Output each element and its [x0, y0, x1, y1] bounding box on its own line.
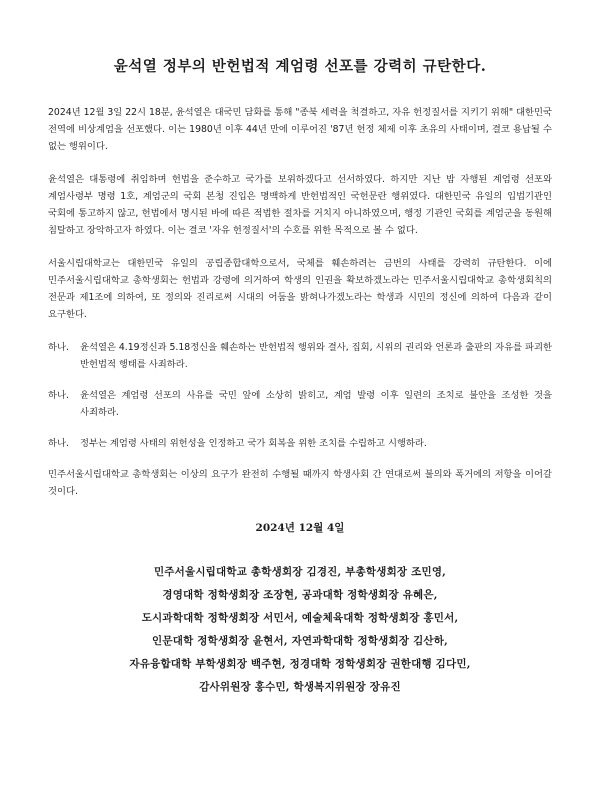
demand-item [48, 387, 552, 421]
closing-paragraph: 민주서울시립대학교 총학생회는 이상의 요구가 완전히 수행될 때까지 학생사회 간 연대로써 불의와 폭거에의 저항을 이어갈 것이다. [48, 469, 552, 497]
paragraph-incident: 2024년 12월 3일 22시 18분, 윤석열은 대국민 담화를 통해 "종북 세력을 척결하고, 자유 헌정질서를 지키기 위해" 대한민국 전역에 비상계엄을 선포했다. 이는 1980년 이후 44년 만에 이루어진 '87년 헌정 체제 이후 초유의 사태이며, 결코 용납될 수 없는 행위이다. [48, 107, 553, 152]
statement-title: 윤석열 정부의 반헌법적 계엄령 선포를 강력히 규탄한다. [113, 58, 487, 75]
signer-line: 인문대학 정학생회장 윤현서, 자연과학대학 정학생회장 김산하, [152, 635, 448, 647]
signer-line: 감사위원장 홍수민, 학생복지위원장 장유진 [199, 681, 401, 693]
signatories [48, 561, 552, 699]
signer-line: 경영대학 정학생회장 조장현, 공과대학 정학생회장 유혜은, [162, 589, 438, 601]
signer-line: 자유융합대학 부학생회장 백주현, 정경대학 정학생회장 권한대행 김다민, [129, 658, 471, 670]
demand-item [48, 339, 552, 373]
demand-lead: 하나. [48, 342, 69, 353]
paragraph-violation: 윤석열은 대통령에 취임하며 헌법을 준수하고 국가를 보위하겠다고 선서하였다. 하지만 지난 밤 자행된 계엄령 선포와 계엄사령부 명령 1호, 계엄군의 국회 본청 진입은 명백하게 반헌법적인 국헌문란 행위였다. 대한민국 유일의 입법기관인 국회에 통고하지 않고, 헌법에서 명시된 바에 따른 적법한 절차를 거치지 아니하였으며, 행정 기관인 국회를 계엄군을 동원해 침탈하고 장악하고자 하였다. 이는 결코 '자유 헌정질서'의 수호를 위한 목적으로 볼 수 없다. [48, 174, 552, 236]
demand-lead: 하나. [48, 438, 69, 449]
signer-line: 도시과학대학 정학생회장 서민서, 예술체육대학 정학생회장 홍민서, [141, 612, 459, 624]
signer-line: 민주서울시립대학교 총학생회장 김경진, 부총학생회장 조민영, [153, 566, 447, 578]
demand-lead: 하나. [48, 390, 69, 401]
demand-item [48, 435, 552, 452]
paragraph-demand-intro: 서울시립대학교는 대한민국 유일의 공립종합대학으로서, 국체를 훼손하려는 금번의 사태를 강력히 규탄한다. 이에 민주서울시립대학교 총학생회는 헌법과 강령에 의거하여 학생의 인권을 확보하겠노라는 민주서울시립대학교 총학생회칙의 전문과 제1조에 의하여, 또 정의와 진리로써 시대의 어둠을 밝혀나가겠노라는 학생과 시민의 정신에 의하여 다음과 같이 요구한다. [48, 258, 552, 320]
demand-text: 윤석열은 4.19정신과 5.18정신을 훼손하는 반헌법적 행위와 결사, 집회, 시위의 권리와 언론과 출판의 자유를 파괴한 반헌법적 행태를 사죄하라. [80, 342, 552, 370]
statement-date: 2024년 12월 4일 [255, 522, 345, 534]
demand-text: 윤석열은 계엄령 선포의 사유를 국민 앞에 소상히 밝히고, 계엄 발령 이후 일련의 조치로 불안을 조성한 것을 사죄하라. [80, 390, 552, 418]
demand-text: 정부는 계엄령 사태의 위헌성을 인정하고 국가 회복을 위한 조치를 수립하고 시행하라. [80, 438, 427, 449]
